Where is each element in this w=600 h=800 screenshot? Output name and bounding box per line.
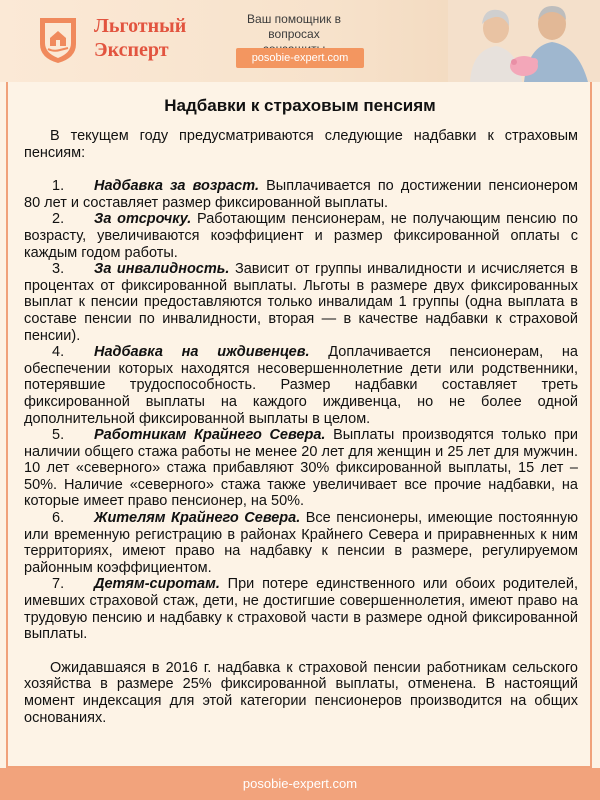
tagline-line-1: Ваш помощник в вопросах — [247, 12, 341, 41]
site-link-button[interactable]: posobie-expert.com — [236, 48, 364, 68]
item-text: Выплачивается по достижении пенсионером 80 лет и составляет размер фиксированной выплаты. — [24, 178, 578, 211]
article-outro: Ожидавшаяся в 2016 г. надбавка к страховой пенсии работникам сельского хозяйства в размере 25% фиксированной выплаты, отменена. В настоящий момент индексация для этой категории пенсионеров производится на общих основаниях. — [24, 659, 578, 726]
list-item — [24, 576, 578, 642]
item-term: Работникам Крайнего Севера. — [94, 427, 326, 444]
article-intro: В текущем году предусматриваются следующие надбавки к страховым пенсиям: — [24, 128, 578, 161]
list-item — [24, 211, 578, 261]
item-term: Жителям Крайнего Севера. — [94, 510, 301, 527]
item-text: Работающим пенсионерам, не получающим пенсию по возрасту, увеличиваются коэффициент и размер фиксированной оплаты с каждым годом работы. — [24, 211, 578, 261]
brand-line-2: Эксперт — [94, 39, 169, 61]
site-footer[interactable]: posobie-expert.com — [0, 768, 600, 800]
item-number: 2. — [52, 211, 65, 228]
item-number: 6. — [52, 510, 65, 527]
item-text: Все пенсионеры, имеющие постоянную или временную регистрацию в районах Крайнего Севера и приравненных к ним территориях, имеют право на надбавку к пенсии в размере, регулируемом районным коэффициентом. — [24, 510, 578, 576]
item-number: 4. — [52, 344, 65, 361]
item-term: Надбавка за возраст. — [94, 178, 259, 195]
item-term: За инвалидность. — [94, 261, 230, 278]
item-number: 5. — [52, 427, 65, 444]
brand-name — [94, 14, 186, 62]
list-item — [24, 427, 578, 510]
house-hand-logo-icon — [36, 14, 80, 64]
item-text: Выплаты производятся только при наличии общего стажа работы не менее 20 лет для женщин и 25 лет для мужчин. 10 лет «северного» стажа прибавляют 30% фиксированной выплаты, 15 лет – 50%. Наличие «северного» стажа также увеличивает все прочие надбавки, на которые имеет право пенсионер, на 50%. — [24, 427, 579, 510]
article-title: Надбавки к страховым пенсиям — [164, 96, 436, 115]
item-text: Зависит от группы инвалидности и исчисляется в процентах от фиксированной выплаты. Льготы в размере двух фиксированных выплат к пенсии предоставляются только инвалидам 1 группы (одна выплата в составе пенсии по инвалидности, вторая — в качестве надбавки к страховой пенсии). — [24, 261, 578, 344]
item-term: Детям-сиротам. — [94, 576, 220, 593]
elderly-couple-photo — [448, 0, 600, 82]
list-item — [24, 510, 578, 576]
item-term: Надбавка на иждивенцев. — [94, 344, 310, 361]
brand-line-1: Льготный — [94, 15, 187, 37]
list-item — [24, 178, 578, 211]
article-body — [24, 128, 578, 726]
item-number: 3. — [52, 261, 65, 278]
list-item — [24, 344, 578, 427]
item-text: Доплачивается пенсионерам, на обеспечении которых находятся несовершеннолетние дети или родственники, потерявшие трудоспособность. Размер надбавки составляет треть фиксированной выплаты на каждого иждивенца, но не более одной дополнительной фиксированной выплаты в целом. — [24, 344, 578, 427]
item-number: 1. — [52, 178, 65, 195]
site-header — [0, 0, 600, 82]
item-text: При потере единственного или обоих родителей, имевших страховой стаж, дети, не достигшие совершеннолетия, имеют право на трудовую пенсию и надбавку к страховой части в размере одной фиксированной выплаты. — [24, 576, 578, 643]
item-number: 7. — [52, 576, 65, 593]
list-item — [24, 261, 578, 344]
item-term: За отсрочку. — [94, 211, 192, 228]
